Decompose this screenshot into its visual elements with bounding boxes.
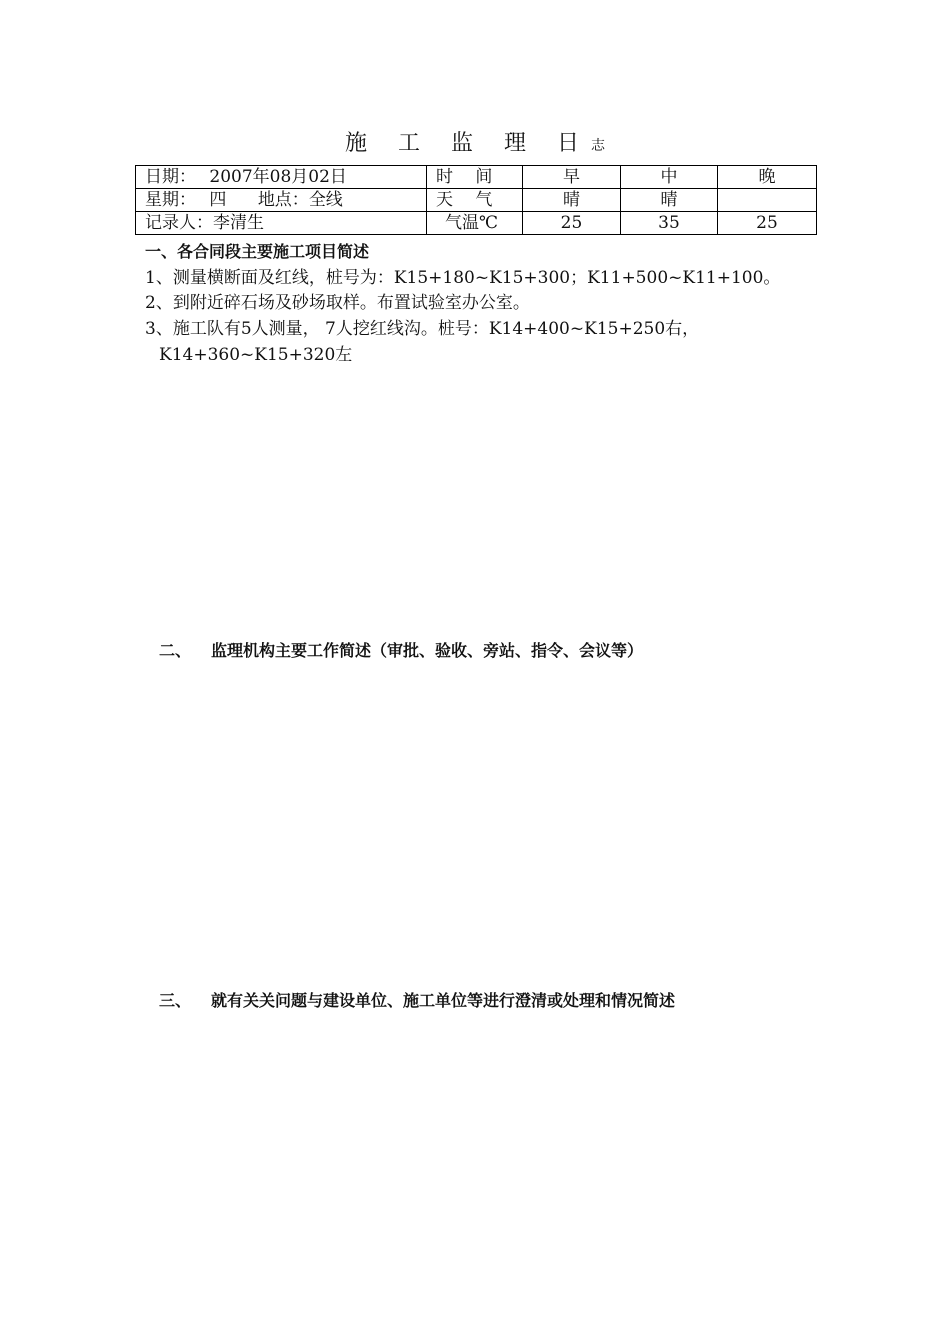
place-label: 地点： (257, 190, 309, 210)
title-small: 志 (590, 138, 605, 154)
date-value: 2007年08月02日 (209, 167, 347, 187)
table-row (136, 189, 817, 212)
temp-noon: 35 (621, 212, 718, 235)
log-info-table (135, 165, 817, 235)
weather-label: 天 气 (427, 189, 523, 212)
table-row (136, 166, 817, 189)
place-value: 全线 (308, 190, 343, 210)
evening-header: 晚 (718, 166, 817, 189)
date-cell (136, 166, 427, 189)
recorder-cell (136, 212, 427, 235)
list-item: 2、到附近碎石场及砂场取样。布置试验室办公室。 (145, 293, 530, 313)
list-item: 1、测量横断面及红线，桩号为：K15+180~K15+300；K11+500~K11+100。 (145, 268, 781, 288)
section2-heading: 监理机构主要工作简述（审批、验收、旁站、指令、会议等） (211, 641, 644, 660)
section1-heading: 一、各合同段主要施工项目简述 (145, 242, 370, 261)
weekday-value: 四 (209, 190, 227, 210)
weather-morning: 晴 (523, 189, 621, 212)
time-label: 时 间 (427, 166, 523, 189)
list-item: K14+360~K15+320左 (159, 345, 353, 365)
weekday-label: 星期： (145, 190, 196, 210)
recorder-value: 李清生 (213, 213, 264, 233)
list-item: 3、施工队有5人测量， 7人挖红线沟。桩号：K14+400~K15+250右， (145, 319, 700, 339)
section3-heading: 就有关关问题与建设单位、施工单位等进行澄清或处理和情况简述 (211, 991, 676, 1010)
morning-header: 早 (523, 166, 621, 189)
page-title (0, 126, 950, 157)
date-label: 日期： (145, 167, 196, 187)
recorder-label: 记录人： (145, 213, 213, 233)
table-row (136, 212, 817, 235)
weather-noon: 晴 (621, 189, 718, 212)
weekday-place-cell (136, 189, 427, 212)
noon-header: 中 (621, 166, 718, 189)
section2-number: 二、 (159, 641, 192, 660)
temperature-label: 气温℃ (427, 212, 523, 235)
temp-evening: 25 (718, 212, 817, 235)
section3-number: 三、 (159, 991, 192, 1010)
temp-morning: 25 (523, 212, 621, 235)
weather-evening (718, 189, 817, 212)
title-main: 施 工 监 理 日 (345, 131, 591, 156)
